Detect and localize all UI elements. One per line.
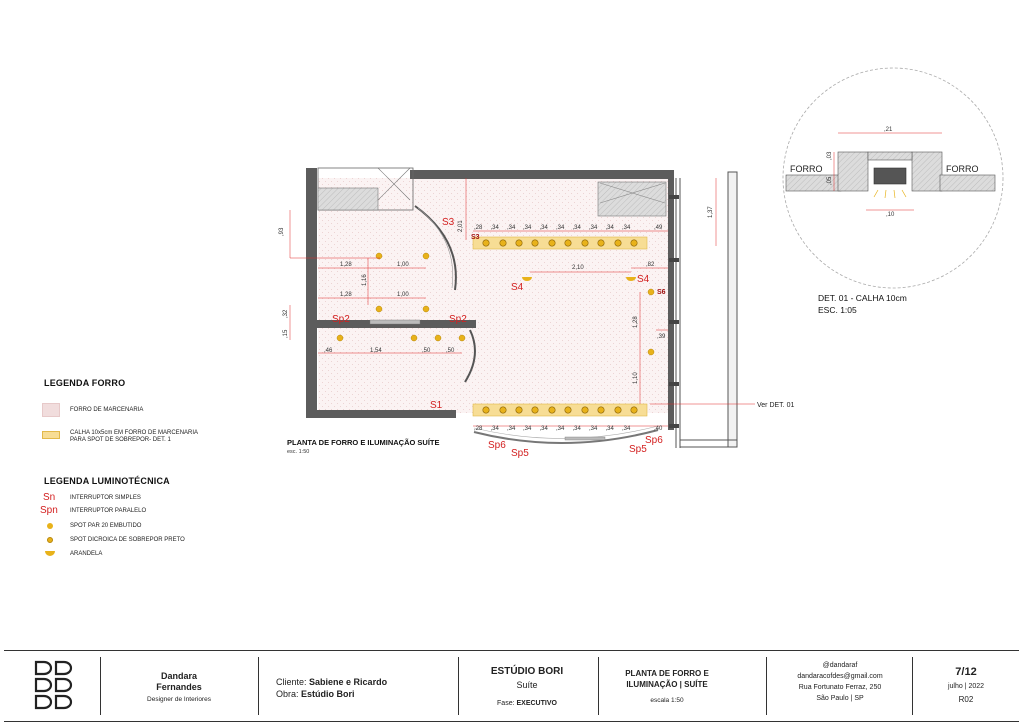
dims-row-lower xyxy=(491,426,632,432)
room-name: Suíte xyxy=(516,680,538,690)
legend-forro-item1: FORRO DE MARCENARIA xyxy=(70,407,144,413)
spot-dicroica xyxy=(500,407,506,413)
spot-dicroica xyxy=(532,240,538,246)
designer-role: Designer de Interiores xyxy=(147,696,211,703)
spot-dicroica xyxy=(631,407,637,413)
spot-par20-icon xyxy=(47,523,53,529)
label-s4b: S4 xyxy=(637,274,650,285)
spot-dicroica xyxy=(582,240,588,246)
sheet-title-l1: PLANTA DE FORRO E xyxy=(625,669,709,678)
det-dim-10: ,10 xyxy=(886,212,895,218)
obra-line xyxy=(276,688,355,700)
legend-lum-item4: SPOT DICROICA DE SOBREPOR PRETO xyxy=(70,537,185,543)
det-dim-21: ,21 xyxy=(884,127,893,133)
designer-name-l2: Fernandes xyxy=(156,682,202,692)
spot-dicroica xyxy=(532,407,538,413)
fase-label: Fase: xyxy=(497,700,515,707)
dim-34: ,34 xyxy=(556,225,565,231)
dim-34: ,34 xyxy=(589,225,598,231)
dim-34: ,34 xyxy=(605,426,614,432)
calha-swatch xyxy=(42,431,60,439)
detail-scale: ESC. 1:05 xyxy=(818,305,857,315)
detail-title: DET. 01 - CALHA 10cm xyxy=(818,293,907,303)
dim-201: 2,01 xyxy=(458,220,464,232)
dim-93: ,93 xyxy=(279,227,285,236)
contact-handle: @dandaraf xyxy=(822,662,858,669)
switch-simple-symbol: Sn xyxy=(43,492,56,503)
spot-dicroica xyxy=(565,407,571,413)
dim-28b: ,28 xyxy=(474,426,483,432)
contact-address: Rua Fortunato Ferraz, 250 xyxy=(798,684,882,691)
spot-dicroica xyxy=(582,407,588,413)
fase-line xyxy=(462,699,592,709)
label-s6: S6 xyxy=(657,289,666,296)
legend-forro-item2-l2: PARA SPOT DE SOBREPOR- DET. 1 xyxy=(70,437,171,443)
spot-dicroica-icon xyxy=(47,537,53,543)
label-sp2a: Sp2 xyxy=(332,314,350,325)
det-forro-left: FORRO xyxy=(790,164,823,174)
fase-value: EXECUTIVO xyxy=(516,700,557,707)
dim-50b: ,50 xyxy=(446,348,455,354)
dim-34: ,34 xyxy=(539,426,548,432)
dim-34: ,34 xyxy=(622,426,631,432)
client-label: Cliente: xyxy=(276,677,307,687)
dim-100a: 1,00 xyxy=(397,262,409,268)
spot-dicroica xyxy=(598,407,604,413)
ver-det-label: Ver DET. 01 xyxy=(757,402,795,409)
sheet-scale: escala 1:50 xyxy=(650,697,684,704)
page-number: 7/12 xyxy=(955,666,977,678)
dim-34: ,34 xyxy=(556,426,565,432)
dim-28a: ,28 xyxy=(474,225,483,231)
det-dim-05: ,05 xyxy=(827,176,833,185)
spot-dicroica xyxy=(549,407,555,413)
spot-dicroica xyxy=(631,240,637,246)
legend-forro-title: LEGENDA FORRO xyxy=(44,378,126,388)
spot-dicroica xyxy=(598,240,604,246)
sheet-date: julho | 2022 xyxy=(947,683,985,690)
dim-34: ,34 xyxy=(490,225,499,231)
contact-email: dandaracofdes@gmail.com xyxy=(797,673,883,680)
dim-46: ,46 xyxy=(324,348,333,354)
det-dim-03: ,03 xyxy=(827,151,833,160)
dim-34: ,34 xyxy=(507,426,516,432)
obra-label: Obra: xyxy=(276,689,299,699)
spot-dicroica xyxy=(615,407,621,413)
label-s4a: S4 xyxy=(511,282,524,293)
plan-caption: PLANTA DE FORRO E ILUMINAÇÃO SUÍTE xyxy=(287,438,440,447)
revision: R02 xyxy=(958,695,974,704)
dim-34: ,34 xyxy=(605,225,614,231)
label-s3: S3 xyxy=(442,217,455,228)
dim-50a: ,50 xyxy=(422,348,431,354)
label-sp6a: Sp6 xyxy=(488,440,506,451)
legend-lum-item3: SPOT PAR 20 EMBUTIDO xyxy=(70,523,142,529)
dim-116: 1,16 xyxy=(362,274,368,286)
spot-dicroica xyxy=(516,407,522,413)
legend-lum-item2: INTERRUPTOR PARALELO xyxy=(70,508,147,514)
dim-110: 1,10 xyxy=(633,372,639,384)
spot-dicroica xyxy=(516,240,522,246)
dim-34: ,34 xyxy=(490,426,499,432)
dim-34: ,34 xyxy=(589,426,598,432)
contact-city: São Paulo | SP xyxy=(816,695,864,702)
label-sp5a: Sp5 xyxy=(511,448,529,459)
dim-34: ,34 xyxy=(572,225,581,231)
dim-128c: 1,28 xyxy=(633,316,639,328)
dim-128a: 1,28 xyxy=(340,262,352,268)
legend-forro-item2-l1: CALHA 10x5cm EM FORRO DE MARCENARIA xyxy=(70,430,199,436)
dim-32: ,32 xyxy=(283,309,289,318)
dim-34: ,34 xyxy=(523,225,532,231)
dim-34: ,34 xyxy=(572,426,581,432)
dim-34: ,34 xyxy=(622,225,631,231)
legend-lum-item1: INTERRUPTOR SIMPLES xyxy=(70,495,141,501)
forro-swatch xyxy=(42,403,60,417)
window-frame xyxy=(676,172,737,448)
spot-dicroica xyxy=(565,240,571,246)
spot-dicroica xyxy=(500,240,506,246)
switch-parallel-symbol: Spn xyxy=(40,505,58,516)
dim-137: 1,37 xyxy=(708,206,714,218)
label-sp2b: Sp2 xyxy=(449,314,467,325)
dim-128b: 1,28 xyxy=(340,292,352,298)
dim-15: ,15 xyxy=(283,329,289,338)
cabinet-hatch xyxy=(598,182,666,216)
dim-40: ,40 xyxy=(654,426,663,432)
plan-scale: esc. 1:50 xyxy=(287,449,310,455)
spot-dicroica xyxy=(615,240,621,246)
dim-34: ,34 xyxy=(539,225,548,231)
wardrobe-hatch xyxy=(318,188,378,210)
legend-lum-item5: ARANDELA xyxy=(70,551,103,557)
dim-39: ,39 xyxy=(657,334,666,340)
dim-34: ,34 xyxy=(507,225,516,231)
spot-dicroica xyxy=(483,240,489,246)
dims-row-upper xyxy=(491,225,632,231)
sheet-title-l2: ILUMINAÇÃO | SUÍTE xyxy=(626,680,708,689)
label-sp5b: Sp5 xyxy=(629,444,647,455)
dim-154: 1,54 xyxy=(370,348,382,354)
label-sp6b: Sp6 xyxy=(645,435,663,446)
legend-lum-title: LEGENDA LUMINOTÉCNICA xyxy=(44,476,170,486)
spot-dicroica xyxy=(483,407,489,413)
project-name: ESTÚDIO BORI xyxy=(490,666,564,677)
dim-100b: 1,00 xyxy=(397,292,409,298)
client-line xyxy=(276,676,387,688)
det-forro-right: FORRO xyxy=(946,164,979,174)
obra-value: Estúdio Bori xyxy=(301,689,355,699)
dim-34: ,34 xyxy=(523,426,532,432)
title-block xyxy=(4,650,1019,722)
spot-dicroica xyxy=(549,240,555,246)
dim-82: ,82 xyxy=(646,262,655,268)
client-value: Sabiene e Ricardo xyxy=(309,677,388,687)
dim-49: ,49 xyxy=(654,225,663,231)
detail-01 xyxy=(783,68,1003,288)
designer-name-l1: Dandara xyxy=(160,671,197,681)
label-s3-bold: S3 xyxy=(471,234,480,241)
dim-210: 2,10 xyxy=(572,265,584,271)
label-s1: S1 xyxy=(430,400,443,411)
dd-logo-icon xyxy=(34,659,74,713)
